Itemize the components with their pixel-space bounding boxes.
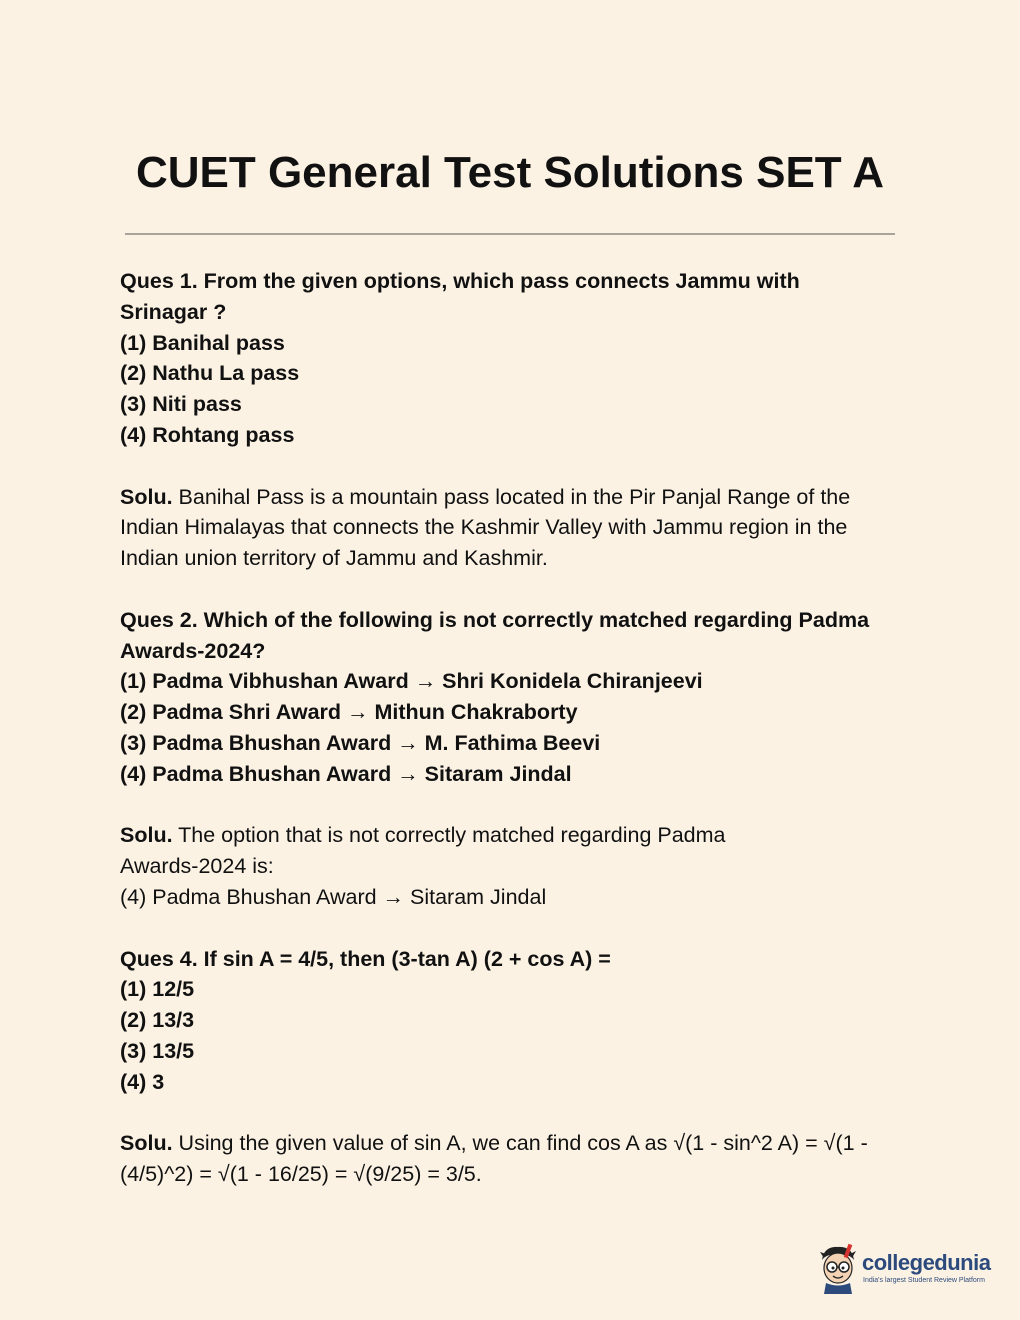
q4-question: Ques 4. If sin A = 4/5, then (3-tan A) (2 + cos A) =	[120, 946, 611, 971]
q2-option-3: (3) Padma Bhushan Award → M. Fathima Beevi	[120, 730, 601, 755]
q2-option-2: (2) Padma Shri Award → Mithun Chakraborty	[120, 700, 578, 725]
q1-solution	[120, 482, 900, 574]
q4-solution-text: Using the given value of sin A, we can find cos A as √(1 - sin^2 A) = √(1 - (4/5)^2) = √(1 - 16/25) = √(9/25) = 3/5.	[120, 1131, 868, 1187]
q1-option-2: (2) Nathu La pass	[120, 361, 300, 386]
q4-option-2: (2) 13/3	[120, 1008, 195, 1033]
title-divider	[125, 233, 895, 235]
q1-option-1: (1) Banihal pass	[120, 330, 285, 355]
q4-solution	[120, 1128, 900, 1190]
q4-option-1: (1) 12/5	[120, 977, 195, 1002]
q1-solution-text: Banihal Pass is a mountain pass located in the Pir Panjal Range of the Indian Himalayas that connects the Kashmir Valley with Jammu region in the Indian union territory of Jammu and Kashmir.	[120, 484, 851, 571]
q2-option-1: (1) Padma Vibhushan Award → Shri Konidela Chiranjeevi	[120, 669, 703, 694]
q2-solution-label: Solu.	[120, 823, 173, 848]
q1-question: Ques 1. From the given options, which pass connects Jammu with Srinagar ?	[120, 269, 800, 324]
q2-option-4: (4) Padma Bhushan Award → Sitaram Jindal	[120, 761, 572, 786]
q2-question: Ques 2. Which of the following is not correctly matched regarding Padma Awards-2024?	[120, 607, 870, 663]
q4-option-3: (3) 13/5	[120, 1038, 195, 1063]
q4-option-4: (4) 3	[120, 1069, 165, 1094]
q2-solution	[120, 820, 800, 882]
logo-name: collegedunia	[862, 1250, 991, 1275]
page-title: CUET General Test Solutions SET A	[135, 148, 885, 197]
q2-solution-answer: (4) Padma Bhushan Award → Sitaram Jindal	[120, 884, 547, 909]
q1-solution-label: Solu.	[120, 484, 173, 509]
collegedunia-logo	[816, 1240, 991, 1296]
q1-option-4: (4) Rohtang pass	[120, 422, 295, 447]
q1-option-3: (3) Niti pass	[120, 392, 242, 417]
logo-tagline: India's largest Student Review Platform	[863, 1277, 985, 1284]
q4-solution-label: Solu.	[120, 1131, 173, 1156]
q2-solution-text: The option that is not correctly matched regarding Padma Awards-2024 is:	[120, 823, 726, 879]
mascot-icon	[816, 1242, 860, 1294]
document-body	[120, 266, 900, 1190]
